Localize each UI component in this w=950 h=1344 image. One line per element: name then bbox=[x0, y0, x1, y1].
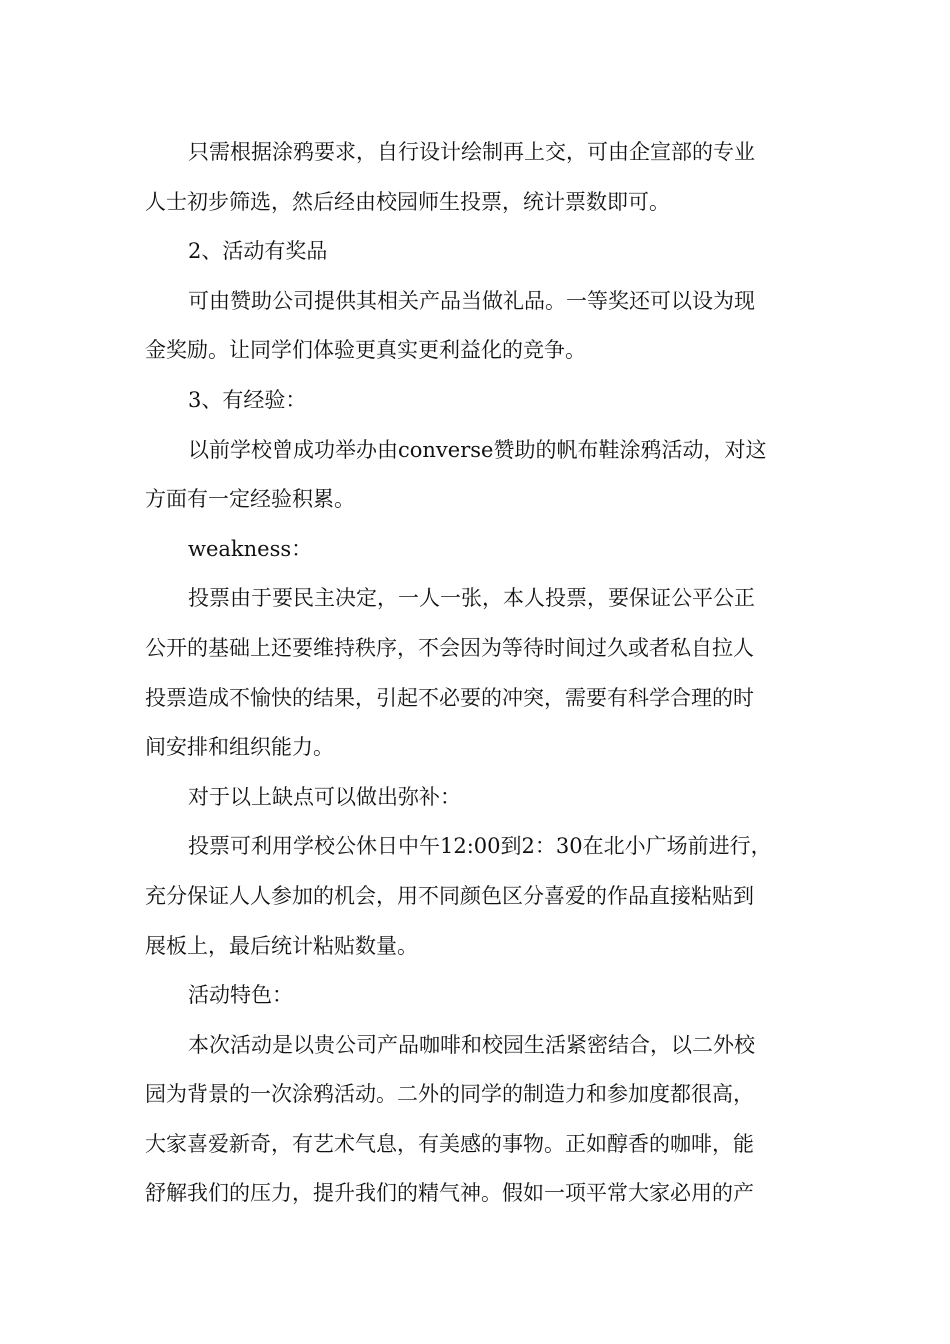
paragraph-line: 金奖励。让同学们体验更真实更利益化的竞争。 bbox=[145, 338, 586, 363]
paragraph-line: 投票造成不愉快的结果，引起不必要的冲突，需要有科学合理的时 bbox=[145, 685, 754, 710]
paragraph-line: 展板上，最后统计粘贴数量。 bbox=[145, 933, 418, 958]
paragraph-line: 充分保证人人参加的机会，用不同颜色区分喜爱的作品直接粘贴到 bbox=[145, 883, 754, 908]
paragraph-line: 大家喜爱新奇，有艺术气息，有美感的事物。正如醇香的咖啡，能 bbox=[145, 1131, 754, 1156]
paragraph-line: 投票可利用学校公休日中午12:00到2：30在北小广场前进行， bbox=[188, 834, 772, 859]
paragraph-line: 间安排和组织能力。 bbox=[145, 735, 334, 760]
section-heading: 活动特色： bbox=[188, 983, 293, 1008]
paragraph-line: 人士初步筛选，然后经由校园师生投票，统计票数即可。 bbox=[145, 189, 670, 214]
paragraph-line: 方面有一定经验积累。 bbox=[145, 487, 355, 512]
paragraph-line: 本次活动是以贵公司产品咖啡和校园生活紧密结合，以二外校 bbox=[188, 1032, 755, 1057]
paragraph-line: 以前学校曾成功举办由converse赞助的帆布鞋涂鸦活动，对这 bbox=[188, 437, 767, 462]
paragraph-line: 投票由于要民主决定，一人一张，本人投票，要保证公平公正 bbox=[188, 586, 755, 611]
section-heading: 3、有经验： bbox=[188, 387, 307, 412]
paragraph-line: 园为背景的一次涂鸦活动。二外的同学的制造力和参加度都很高， bbox=[145, 1082, 754, 1107]
section-heading: weakness： bbox=[188, 536, 313, 561]
paragraph-line: 只需根据涂鸦要求，自行设计绘制再上交，可由企宣部的专业 bbox=[188, 140, 755, 164]
document-body bbox=[145, 128, 810, 1219]
section-heading: 对于以上缺点可以做出弥补： bbox=[188, 784, 461, 809]
paragraph-line: 舒解我们的压力，提升我们的精气神。假如一项平常大家必用的产 bbox=[145, 1181, 754, 1206]
paragraph-line: 公开的基础上还要维持秩序，不会因为等待时间过久或者私自拉人 bbox=[145, 635, 754, 660]
section-heading: 2、活动有奖品 bbox=[188, 239, 328, 264]
paragraph-line: 可由赞助公司提供其相关产品当做礼品。一等奖还可以设为现 bbox=[188, 288, 755, 313]
